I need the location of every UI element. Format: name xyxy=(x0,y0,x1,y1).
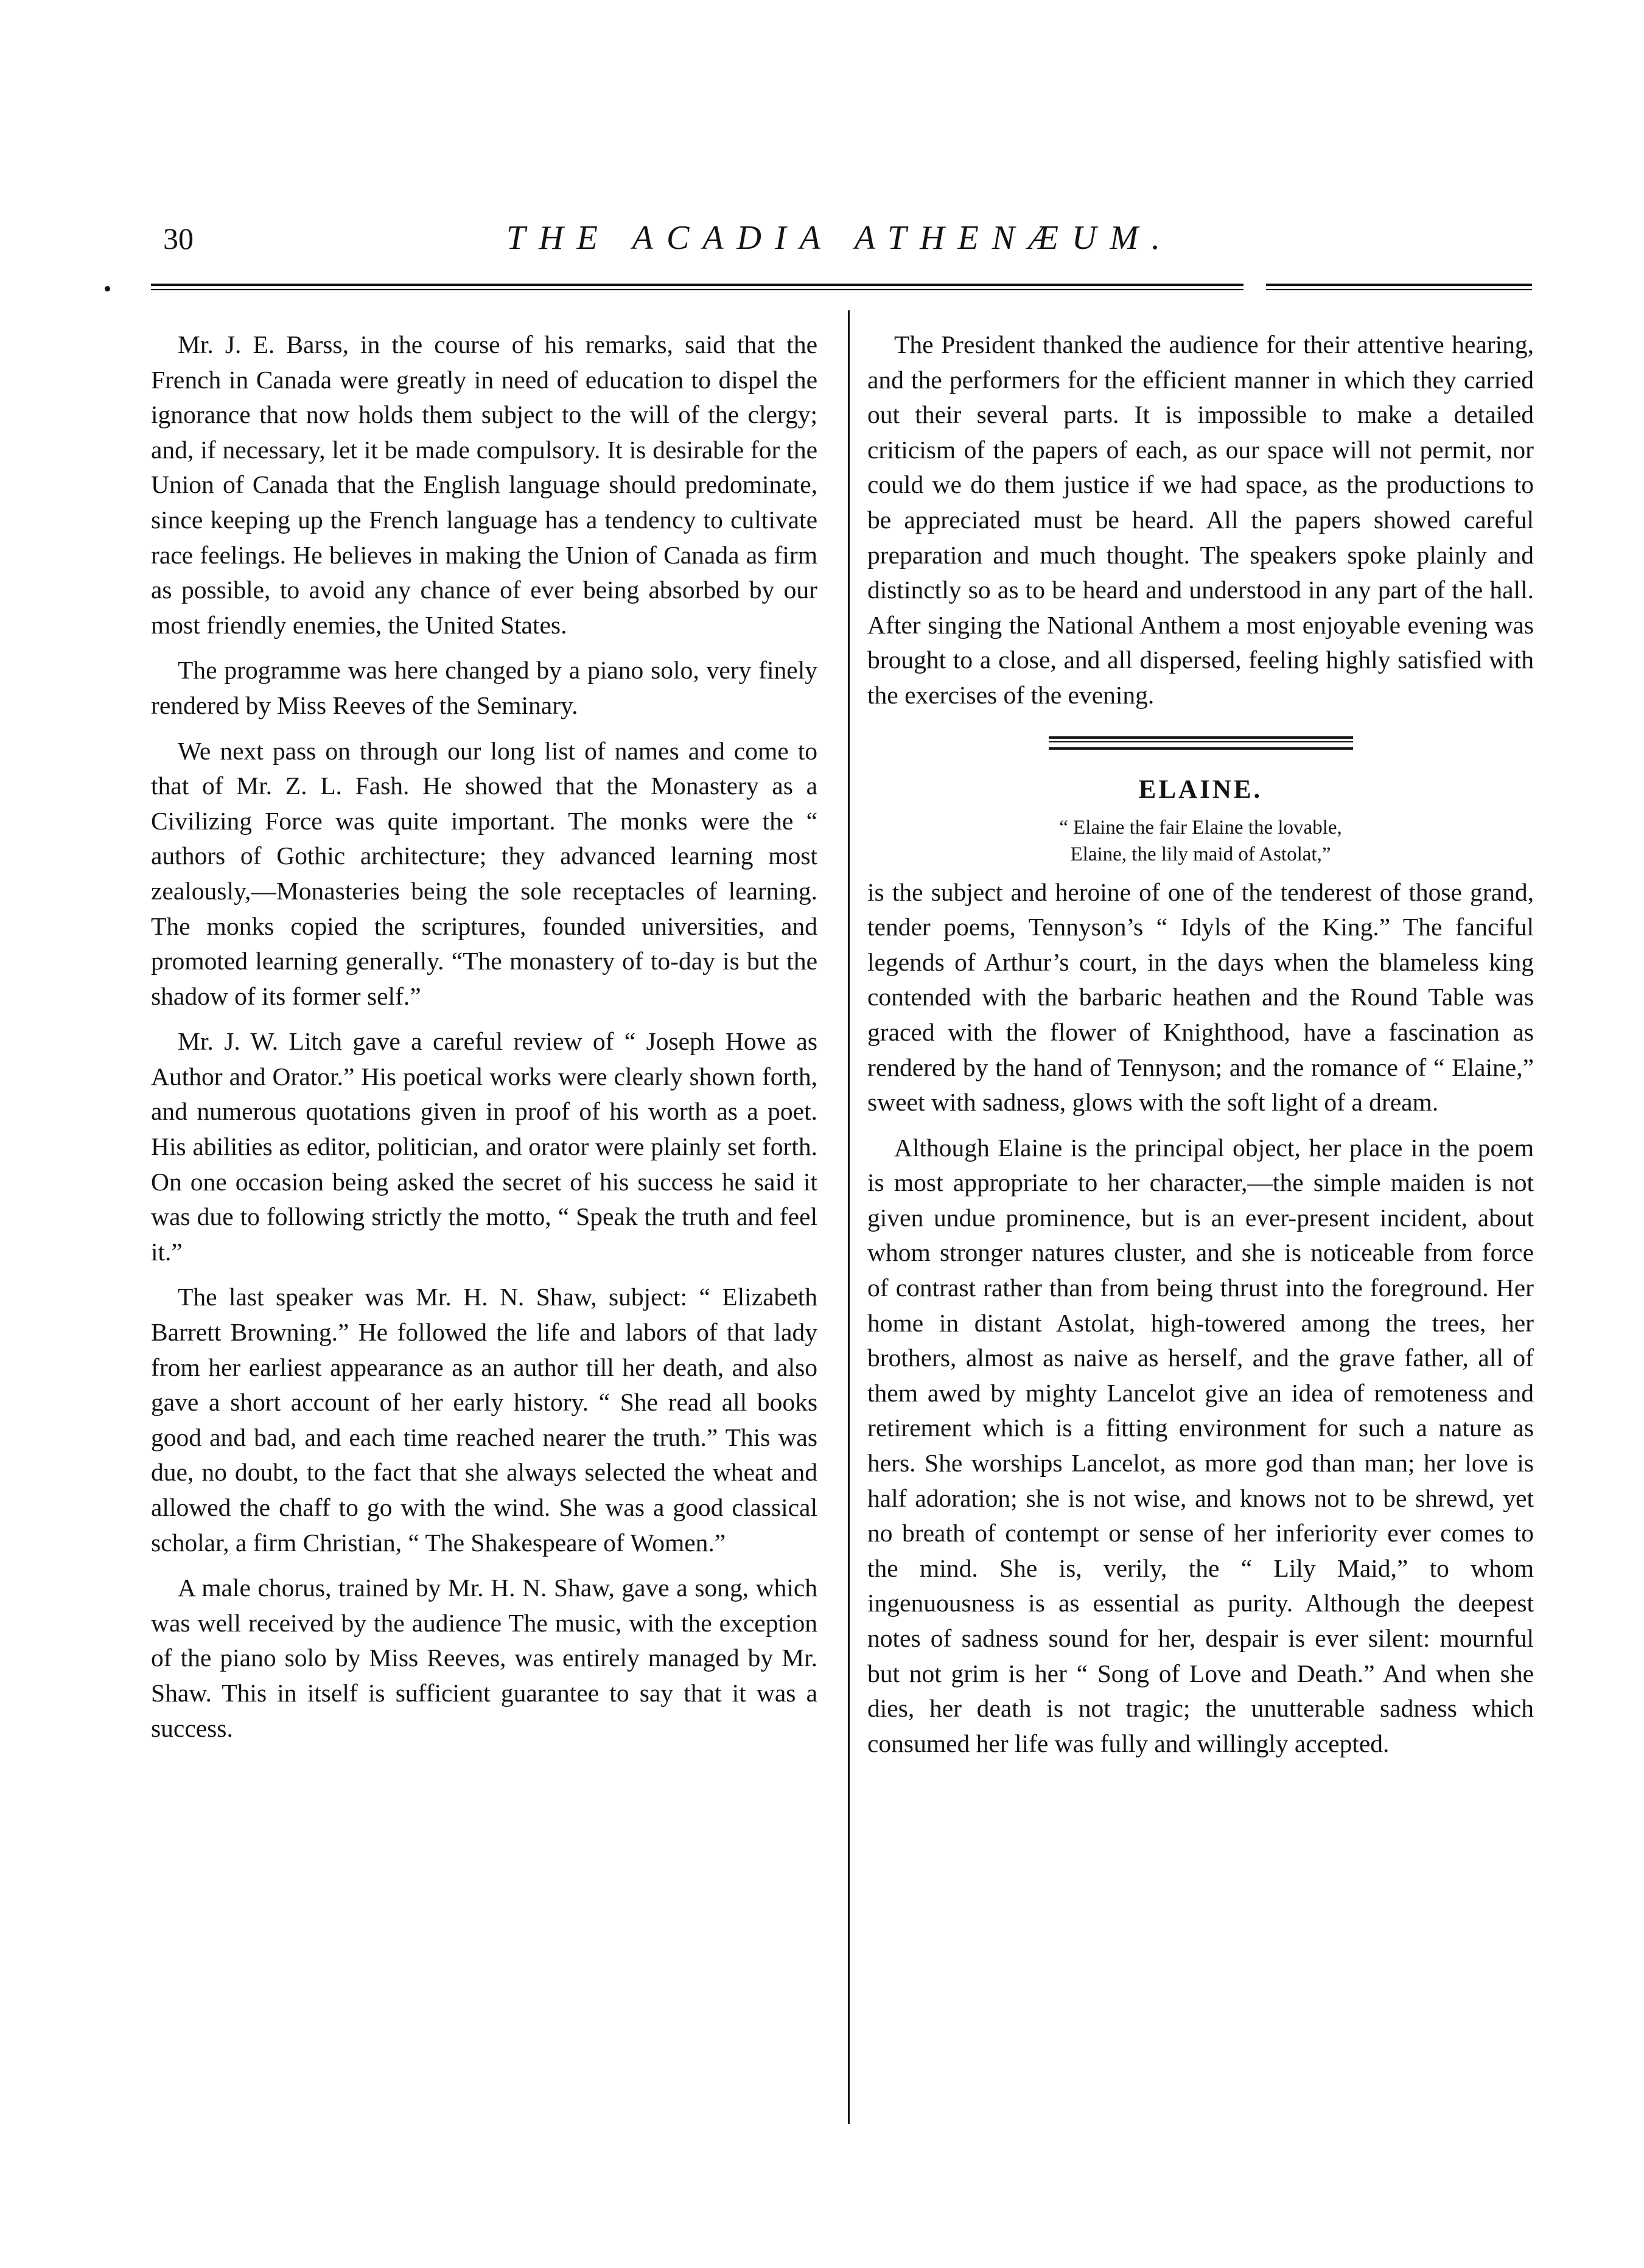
section-divider xyxy=(1049,736,1353,750)
right-column xyxy=(867,327,1534,1771)
column-divider xyxy=(848,310,850,2124)
margin-dot xyxy=(105,286,110,291)
paragraph-barss: Mr. J. E. Barss, in the course of his remarks, said that the French in Canada were greatly in need of education to dispel the ignorance that now holds them subject to the will of the clergy; and, if necessary, let it be made compulsory. It is desirable for the Union of Canada that the English language should predominate, since keeping up the French language has a tendency to cultivate race feelings. He believes in making the Union of Canada as firm as possible, to avoid any chance of ever being absorbed by our most friendly enemies, the United States. xyxy=(151,330,817,639)
paragraph-piano-solo: The programme was here changed by a piano solo, very finely rendered by Miss Reeves of the Seminary. xyxy=(151,656,817,719)
epigraph-line: “ Elaine the fair Elaine the lovable, xyxy=(1059,816,1342,839)
header-rule-right xyxy=(1266,284,1532,290)
page-number: 30 xyxy=(163,222,194,256)
paragraph-chorus: A male chorus, trained by Mr. H. N. Shaw, gave a song, which was well received by the audience The music, with the exception of the piano solo by Miss Reeves, was entirely managed by Mr. Shaw. This in itself is sufficient guarantee to say that it was a success. xyxy=(151,1574,817,1742)
paragraph-president: The President thanked the audience for their attentive hearing, and the performers for the efficient manner in which they carried out their several parts. It is impossible to make a detailed criticism of the papers of each, as our space will not permit, nor could we do them justice if we had space, as the productions to be appreciated must be heard. All the papers showed careful preparation and much thought. The speakers spoke plainly and distinctly so as to be heard and understood in any part of the hall. After singing the National Anthem a most enjoyable evening was brought to a close, and all dispersed, feeling highly satisfied with the exercises of the evening. xyxy=(867,330,1534,709)
epigraph-line: Elaine, the lily maid of Astolat,” xyxy=(1070,843,1331,865)
left-column xyxy=(151,327,817,1756)
paragraph-litch: Mr. J. W. Litch gave a careful review of “ Joseph Howe as Author and Orator.” His poetical works were clearly shown forth, and numerous quotations given in proof of his worth as a poet. His abilities as editor, politician, and orator were plainly set forth. On one occasion being asked the secret of his success he said it was due to following strictly the motto, “ Speak the truth and feel it.” xyxy=(151,1027,817,1266)
paragraph-fash: We next pass on through our long list of names and come to that of Mr. Z. L. Fash. He showed that the Monastery as a Civilizing Force was quite important. The monks were the “ authors of Gothic architecture; they advanced learning most zealously,—Monasteries being the sole receptacles of learning. The monks copied the scriptures, founded universities, and promoted learning generally. “The monastery of to-day is but the shadow of its former self.” xyxy=(151,736,817,1010)
header-rule-left xyxy=(151,284,1243,290)
paragraph-elaine-subject: is the subject and heroine of one of the tenderest of those grand, tender poems, Tennyson’s “ Idyls of the King.” The fanciful legends of Arthur’s court, in the days when the blameless king contended with the barbaric heathen and the Round Table was graced with the flower of Knighthood, have a fascination as rendered by the hand of Tennyson; and the romance of “ Elaine,” sweet with sadness, glows with the soft light of a dream. xyxy=(867,878,1534,1117)
section-title: ELAINE. xyxy=(1138,775,1263,804)
paragraph-shaw: The last speaker was Mr. H. N. Shaw, subject: “ Elizabeth Barrett Browning.” He followed the life and labors of that lady from her earliest appearance as an author till her death, and also gave a short account of her early history. “ She read all books good and bad, and each time reached nearer the truth.” This was due, no doubt, to the fact that she always selected the wheat and allowed the chaff to go with the wind. She was a good classical scholar, a firm Christian, “ The Shakespeare of Women.” xyxy=(151,1283,817,1557)
paragraph-elaine-character: Although Elaine is the principal object, her place in the poem is most appropriate to her character,—the simple maiden is not given undue prominence, but is an ever-present incident, about whom stronger natures cluster, and she is noticeable from force of contrast rather than from being thrust into the foreground. Her home in distant Astolat, high-towered among the trees, her brothers, almost as naive as herself, and the grave father, all of them awed by mighty Lancelot give an idea of remoteness and retirement which is a fitting environment for such a nature as hers. She worships Lancelot, as more god than man; her love is half adoration; she is not wise, and knows not to be shrewd, yet no breath of contempt or sense of her inferiority ever comes to the mind. She is, verily, the “ Lily Maid,” to whom ingenuousness is as essential as purity. Although the deepest notes of sadness sound for her, despair is ever silent: mournful but not grim is her “ Song of Love and Death.” And when she dies, her death is not tragic; the unutterable sadness which consumed her life was fully and willingly accepted. xyxy=(867,1133,1534,1757)
journal-title: THE ACADIA ATHENÆUM. xyxy=(506,219,1174,257)
epigraph xyxy=(867,814,1534,868)
